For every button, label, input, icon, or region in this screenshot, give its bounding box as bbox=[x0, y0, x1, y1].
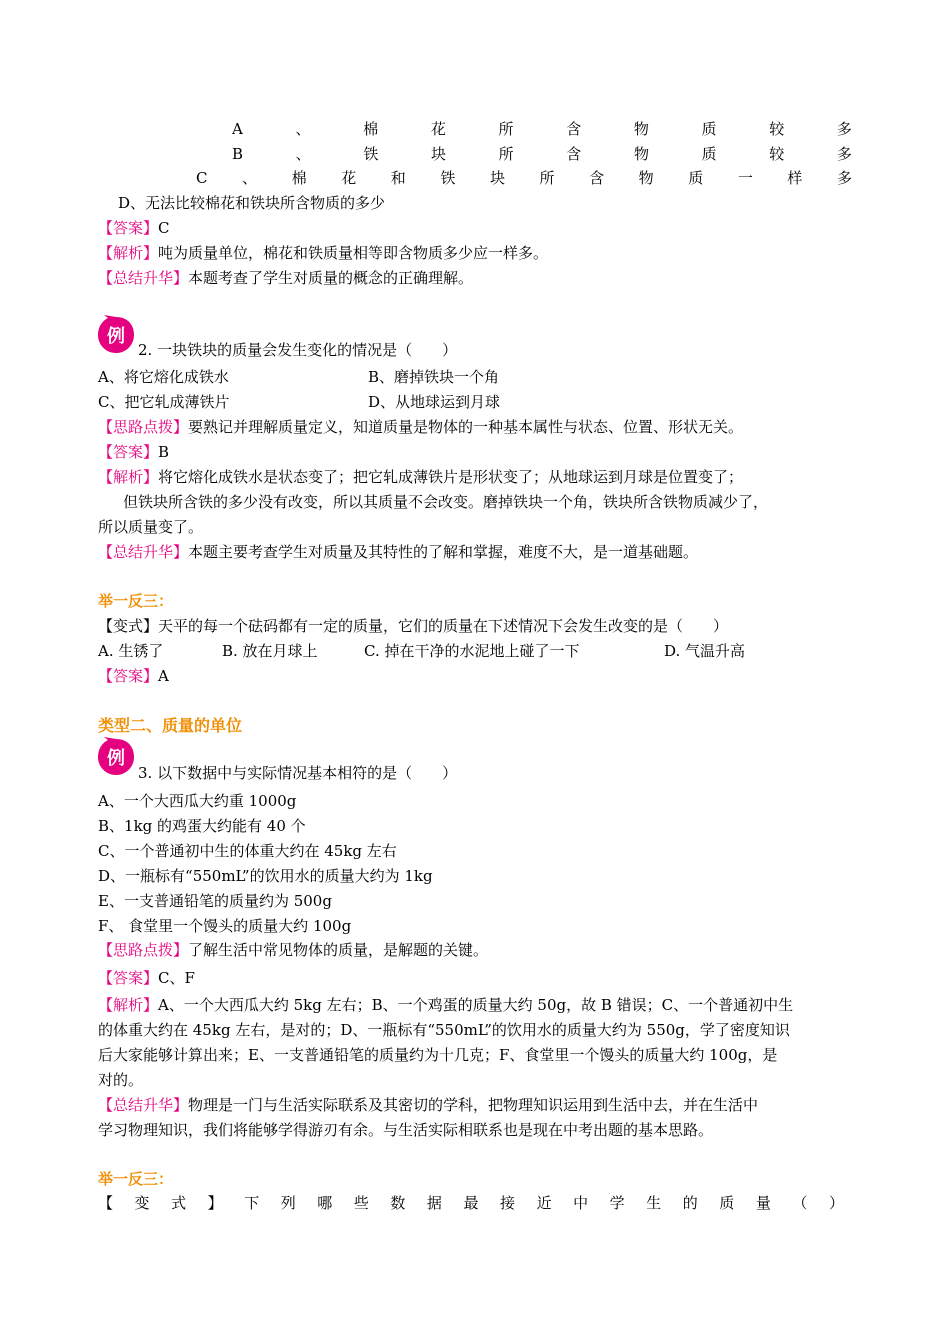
practice1-options: A. 生锈了 B. 放在月球上 C. 掉在干净的水泥地上碰了一下 D. 气温升高 bbox=[98, 642, 746, 660]
ex2-hint: 【思路点拨】要熟记并理解质量定义，知道质量是物体的一种基本属性与状态、位置、形状无关。 bbox=[98, 418, 744, 436]
ex1-summary: 【总结升华】本题考查了学生对质量的概念的正确理解。 bbox=[98, 269, 474, 287]
ex3-summary-2: 学习物理知识，我们将能够学得游刃有余。与生活实际相联系也是现在中考出题的基本思路。 bbox=[98, 1121, 714, 1139]
ex3-analysis-3: 后大家能够计算出来；E、一支普通铅笔的质量约为十几克；F、食堂里一个馒头的质量大约 100g，是 bbox=[98, 1046, 778, 1064]
justified-char: 些 bbox=[353, 1194, 369, 1212]
ex1-analysis: 【解析】吨为质量单位，棉花和铁质量相等即含物质多少应一样多。 bbox=[98, 244, 549, 262]
justified-char: 质 bbox=[688, 169, 704, 187]
justified-char: 铁 bbox=[440, 169, 456, 187]
ex2-options-row1: A、将它熔化成铁水 B、磨掉铁块一个角 bbox=[98, 368, 500, 386]
justified-char: 一 bbox=[737, 169, 753, 187]
ex2-options-row2: C、把它轧成薄铁片 D、从地球运到月球 bbox=[98, 393, 501, 411]
justified-char: 含 bbox=[566, 120, 582, 138]
justified-char: 学 bbox=[609, 1194, 625, 1212]
ex1-option-b bbox=[232, 143, 852, 165]
justified-char: 多 bbox=[836, 169, 852, 187]
justified-char: A bbox=[232, 120, 243, 138]
justified-char: 】 bbox=[207, 1194, 223, 1212]
justified-char: 和 bbox=[390, 169, 406, 187]
practice1-question: 【变式】天平的每一个砝码都有一定的质量，它们的质量在下述情况下会发生改变的是（ ） bbox=[98, 617, 729, 635]
justified-char: 中 bbox=[573, 1194, 589, 1212]
svg-text:例: 例 bbox=[107, 326, 125, 347]
ex2-analysis-2: 但铁块所含铁的多少没有改变，所以其质量不会改变。磨掉铁块一个角，铁块所含铁物质减少了， bbox=[123, 493, 769, 511]
justified-char: 含 bbox=[589, 169, 605, 187]
ex3-summary-1: 【总结升华】物理是一门与生活实际联系及其密切的学科，把物理知识运用到生活中去，并在生活中 bbox=[98, 1096, 759, 1114]
justified-char: 列 bbox=[280, 1194, 296, 1212]
justified-char: 的 bbox=[682, 1194, 698, 1212]
practice1-heading: 举一反三： bbox=[98, 592, 174, 610]
ex2-analysis-1: 【解析】将它熔化成铁水是状态变了；把它轧成薄铁片是形状变了；从地球运到月球是位置变了； bbox=[98, 468, 744, 486]
ex3-option-f: F、 食堂里一个馒头的质量大约 100g bbox=[98, 917, 352, 935]
ex2-question: 2. 一块铁块的质量会发生变化的情况是（ ） bbox=[138, 341, 458, 359]
justified-char: 多 bbox=[836, 120, 852, 138]
justified-char: 块 bbox=[489, 169, 505, 187]
justified-char: 式 bbox=[171, 1194, 187, 1212]
example-badge-icon bbox=[96, 737, 136, 777]
justified-char: 数 bbox=[390, 1194, 406, 1212]
ex1-answer: 【答案】C bbox=[98, 219, 170, 237]
justified-char: ） bbox=[828, 1194, 844, 1212]
justified-char: 生 bbox=[646, 1194, 662, 1212]
ex2-summary: 【总结升华】本题主要考查学生对质量及其特性的了解和掌握，难度不大，是一道基础题。 bbox=[98, 543, 699, 561]
ex2-answer: 【答案】B bbox=[98, 443, 170, 461]
justified-char: 最 bbox=[463, 1194, 479, 1212]
justified-char: 接 bbox=[500, 1194, 516, 1212]
justified-char: 物 bbox=[638, 169, 654, 187]
justified-char: 质 bbox=[701, 145, 717, 163]
ex3-option-e: E、一支普通铅笔的质量约为 500g bbox=[98, 892, 332, 910]
ex3-option-b: B、1kg 的鸡蛋大约能有 40 个 bbox=[98, 817, 306, 835]
ex3-option-d: D、一瓶标有“550mL”的饮用水的质量大约为 1kg bbox=[98, 867, 433, 885]
justified-char: 下 bbox=[244, 1194, 260, 1212]
practice2-heading: 举一反三： bbox=[98, 1170, 174, 1188]
justified-char: 所 bbox=[539, 169, 555, 187]
justified-char: 据 bbox=[426, 1194, 442, 1212]
ex1-option-d: D、无法比较棉花和铁块所含物质的多少 bbox=[118, 194, 386, 212]
justified-char: C bbox=[196, 169, 208, 187]
justified-char: 棉 bbox=[363, 120, 379, 138]
example-badge-icon bbox=[96, 315, 136, 355]
justified-char: 变 bbox=[134, 1194, 150, 1212]
svg-text:例: 例 bbox=[107, 748, 125, 769]
justified-char: 较 bbox=[769, 145, 785, 163]
justified-char: 、 bbox=[295, 120, 311, 138]
justified-char: 块 bbox=[430, 145, 446, 163]
justified-char: 所 bbox=[498, 120, 514, 138]
justified-char: 多 bbox=[836, 145, 852, 163]
justified-char: 铁 bbox=[363, 145, 379, 163]
practice2-question bbox=[98, 1192, 844, 1214]
ex1-option-c bbox=[196, 167, 852, 189]
ex1-option-a bbox=[232, 118, 852, 140]
justified-char: 花 bbox=[341, 169, 357, 187]
ex3-option-c: C、一个普通初中生的体重大约在 45kg 左右 bbox=[98, 842, 397, 860]
justified-char: 、 bbox=[242, 169, 258, 187]
justified-char: 质 bbox=[701, 120, 717, 138]
justified-char: 样 bbox=[787, 169, 803, 187]
justified-char: 哪 bbox=[317, 1194, 333, 1212]
ex3-option-a: A、一个大西瓜大约重 1000g bbox=[98, 792, 297, 810]
justified-char: 物 bbox=[633, 120, 649, 138]
justified-char: 花 bbox=[430, 120, 446, 138]
justified-char: 含 bbox=[566, 145, 582, 163]
justified-char: 棉 bbox=[291, 169, 307, 187]
justified-char: （ bbox=[792, 1194, 808, 1212]
justified-char: 所 bbox=[498, 145, 514, 163]
ex3-hint: 【思路点拨】了解生活中常见物体的质量，是解题的关键。 bbox=[98, 941, 489, 959]
justified-char: 【 bbox=[98, 1194, 114, 1212]
ex3-analysis-1: 【解析】A、一个大西瓜大约 5kg 左右；B、一个鸡蛋的质量大约 50g，故 B 错误；C、一个普通初中生 bbox=[98, 996, 794, 1014]
justified-char: 量 bbox=[755, 1194, 771, 1212]
justified-char: 较 bbox=[769, 120, 785, 138]
ex3-question: 3. 以下数据中与实际情况基本相符的是（ ） bbox=[138, 764, 458, 782]
ex3-analysis-2: 的体重大约在 45kg 左右，是对的；D、一瓶标有“550mL”的饮用水的质量大约为 550g，学了密度知识 bbox=[98, 1021, 790, 1039]
practice1-answer: 【答案】A bbox=[98, 667, 169, 685]
justified-char: B bbox=[232, 145, 244, 163]
justified-char: 质 bbox=[719, 1194, 735, 1212]
ex2-analysis-3: 所以质量变了。 bbox=[98, 518, 204, 536]
ex3-answer: 【答案】C、F bbox=[98, 969, 195, 987]
justified-char: 、 bbox=[295, 145, 311, 163]
section2-heading: 类型二、质量的单位 bbox=[98, 716, 243, 735]
ex3-analysis-4: 对的。 bbox=[98, 1071, 144, 1089]
justified-char: 近 bbox=[536, 1194, 552, 1212]
justified-char: 物 bbox=[633, 145, 649, 163]
